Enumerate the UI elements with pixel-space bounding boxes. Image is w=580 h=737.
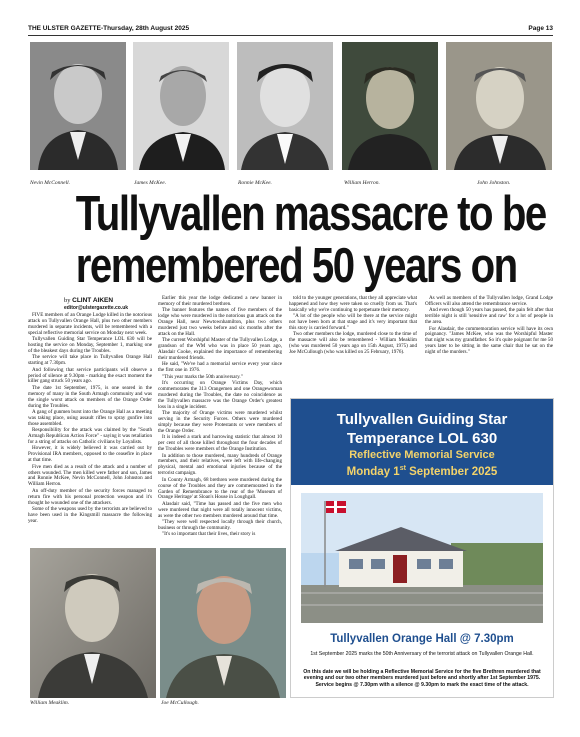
photo-caption: Nevin McConnell. <box>30 180 71 186</box>
headline <box>75 187 546 293</box>
article-paragraph: The banner features the names of five members of the lodge who were murdered in the notorious gun attack on the Orange Hall, near Newtownhamilton, plus two others murdered just two weeks before and six months after the attack on the Hall. <box>158 307 282 337</box>
article-paragraph: In County Armagh, 68 brethren were murdered during the course of the Troubles and they are commemorated in the Garden of Remembrance to the rear of the 'Museum of Orange Heritage' at Sloan's House in Loughgall. <box>158 476 282 501</box>
portrait-photo <box>30 42 126 170</box>
article-paragraph: "It's so important that their lives, their story is <box>162 531 256 538</box>
article-paragraph: Tullyvallen Guiding Star Temperance LOL 630 will be hosting the service on Monday, September 1, marking one of the bleakest days during the Troubles. <box>28 336 152 354</box>
event-poster <box>290 398 554 698</box>
article-paragraph: Five men died as a result of the attack and a number of others wounded. The men killed were father and son, James and Ronnie McKee, Nevin McConnell, John Johnston and William Herron. <box>28 463 152 488</box>
poster-paragraph: On this date we will be holding a Reflective Memorial Service for the five Brethren murdered that evening and our two other members murdered just before and shortly after 1st September 1975. Service begins @ 7.30pm with a silence @ 9.30pm to mark the exact time of the attack. <box>303 669 541 688</box>
article-paragraph: For Alasdair, the commemoration service will have its own poignancy. "James McKee, who was the Worshipful Master that night was my grandfather. So it's quite poignant for me 50 years later to be sitting in the same chair that he sat on the night of the murders." <box>425 325 553 356</box>
article-paragraph: told to the younger generations, that they all appreciate what happened and how they were taken so cruelly from us. That's basically why we're continuing to perpetuate their memory. <box>289 295 417 313</box>
portrait-photo <box>133 42 229 170</box>
poster-venue-time: Tullyvallen Orange Hall @ 7.30pm <box>330 633 514 645</box>
article-paragraph: "They were well respected locally through their church, business or through the community. <box>158 519 282 531</box>
poster-subtitle: Reflective Memorial Service <box>349 449 495 461</box>
poster-title: Tullyvallen Guiding Star <box>336 411 508 428</box>
article-paragraph: The service will take place in Tullyvallen Orange Hall starting at 7.30pm. <box>28 354 152 367</box>
headline-line: remembered 50 years on <box>75 239 517 293</box>
portrait-photo <box>237 42 333 170</box>
photo-caption: William Herron. <box>344 180 380 186</box>
article-column-2 <box>158 295 282 538</box>
photo-caption: Ronnie McKee. <box>238 180 272 186</box>
article-paragraph: A gang of gunmen burst into the Orange Hall as a meeting was taking place, using assault rifles to spray gunfire into those assembled. <box>28 409 152 427</box>
article-paragraph: In addition to those murdered, many hundreds of Orange members, and their relatives, were left with life-changing physical, mental and emotional injuries because of the terrorist campaign. <box>158 452 282 477</box>
poster-title: Temperance LOL 630 <box>346 430 498 447</box>
photo-caption: Joe McCullough. <box>161 700 199 706</box>
article-paragraph: An off-duty member of the security forces managed to return fire with his personal protection weapon and it's thought he wounded one of the attackers. <box>28 487 152 506</box>
article-paragraph: As well as members of the Tullyvallen lodge, Grand Lodge Officers will also attend the remembrance service. <box>425 295 553 307</box>
article-paragraph: However, it is widely believed it was carried out by Provisional IRA members, opposed to the ceasefire in place at that time. <box>28 445 152 464</box>
photo-caption: William Meaklim. <box>30 700 70 706</box>
page-number: Page 13 <box>528 25 553 32</box>
portrait-photo <box>446 42 552 170</box>
article-column-3 <box>289 296 417 396</box>
article-paragraph: Responsibility for the attack was claimed by the "South Armagh Republican Action Force" - saying it was retaliation for a string of attacks on Catholic civilians by Loyalists. <box>28 427 152 446</box>
poster-paragraph: 1st September 2025 marks the 50th Anniversary of the terrorist attack on Tullyvallen Orange Hall. <box>310 651 534 657</box>
article-paragraph: And following that service participants will observe a period of silence at 9.30pm - marking the exact moment the killer gang struck 50 years ago. <box>28 366 152 385</box>
byline-author: CLINT AIKEN <box>72 297 114 304</box>
article-paragraph: He said, "We've had a memorial service every year since the first one in 1976. <box>158 361 282 374</box>
article-paragraph: The current Worshipful Master of the Tullyvallen Lodge, a grandson of the WM who was in place 50 years ago, Alasdair Cooke, explained the importance of remembering their murdered friends. <box>158 337 282 362</box>
article-paragraph: The majority of Orange victims were murdered whilst serving in the Security Forces. Others were murdered simply because they were Protestants or were members of the Orange Order. <box>158 410 282 434</box>
article-column-4 <box>425 296 553 396</box>
poster-date: Monday 1st September 2025 <box>346 465 498 478</box>
article-paragraph: FIVE members of an Orange Lodge killed in the notorious attack on Tullyvallen Orange Hall, plus two other members murdered in separate incidents, will be remembered with a special reflective memorial service on Monday next week. <box>28 312 152 336</box>
article-paragraph: And even though 50 years has passed, the pain felt after that terrible night is still 'sensitive and raw' for a lot of people in the area. <box>425 307 553 326</box>
paper-date: THE ULSTER GAZETTE-Thursday, 28th August 2025 <box>28 25 190 32</box>
portrait-photo <box>160 548 286 698</box>
article-paragraph: "A lot of the people who will be there at the service might not have been born at that stage and it's very important that this story is carried forward." <box>289 313 417 332</box>
portrait-photo <box>30 548 156 698</box>
article-paragraph: Two other members the lodge, murdered close to the time of the massacre will also be remembered - William Meaklim (who was murdered 50 years ago on 15th August, 1975) and Joe McCullough (who was killed on 25 February, 1976). <box>289 331 417 356</box>
article-paragraph: Some of the weapons used by the terrorists are believed to have been used in the Kingsmill massacre the following year. <box>28 506 152 524</box>
orange-hall-photo <box>301 493 543 623</box>
article-column-1 <box>28 313 152 541</box>
article-paragraph: It is indeed a stark and harrowing statistic that almost 10 per cent of all those killed throughout the four decades of the Troubles were members of the Orange Institution. <box>158 434 282 453</box>
byline-prefix: by <box>64 297 71 304</box>
article-paragraph: "This year marks the 50th anniversary." <box>162 373 243 380</box>
portrait-photo <box>342 42 438 170</box>
byline <box>64 297 113 304</box>
photo-caption: John Johnston. <box>477 180 511 186</box>
byline-email[interactable]: editor@ulstergazette.co.uk <box>64 305 129 311</box>
headline-line: Tullyvallen massacre to be <box>75 187 546 241</box>
masthead <box>28 24 553 36</box>
article-paragraph: Earlier this year the lodge dedicated a new banner in memory of their murdered brethren. <box>158 295 282 307</box>
photo-caption: James McKee. <box>134 180 167 186</box>
article-paragraph: It's occurring on Orange Victims Day, which commemorates the 313 Orangemen and one Orangewoman murdered during the Troubles, the date no coincidence as the Tullyvallen massacre was the Orange Order's greatest loss in a single incident. <box>158 380 282 410</box>
article-paragraph: The date 1st September, 1975, is one seared in the memory of many in the South Armagh community and was the single worst attack on members of the Orange Order during the Troubles. <box>28 384 152 409</box>
article-paragraph: Alasdair said, "Time has passed and the five men who were murdered that night were all totally innocent victims, as were the other two members murdered around that time. <box>158 500 282 519</box>
